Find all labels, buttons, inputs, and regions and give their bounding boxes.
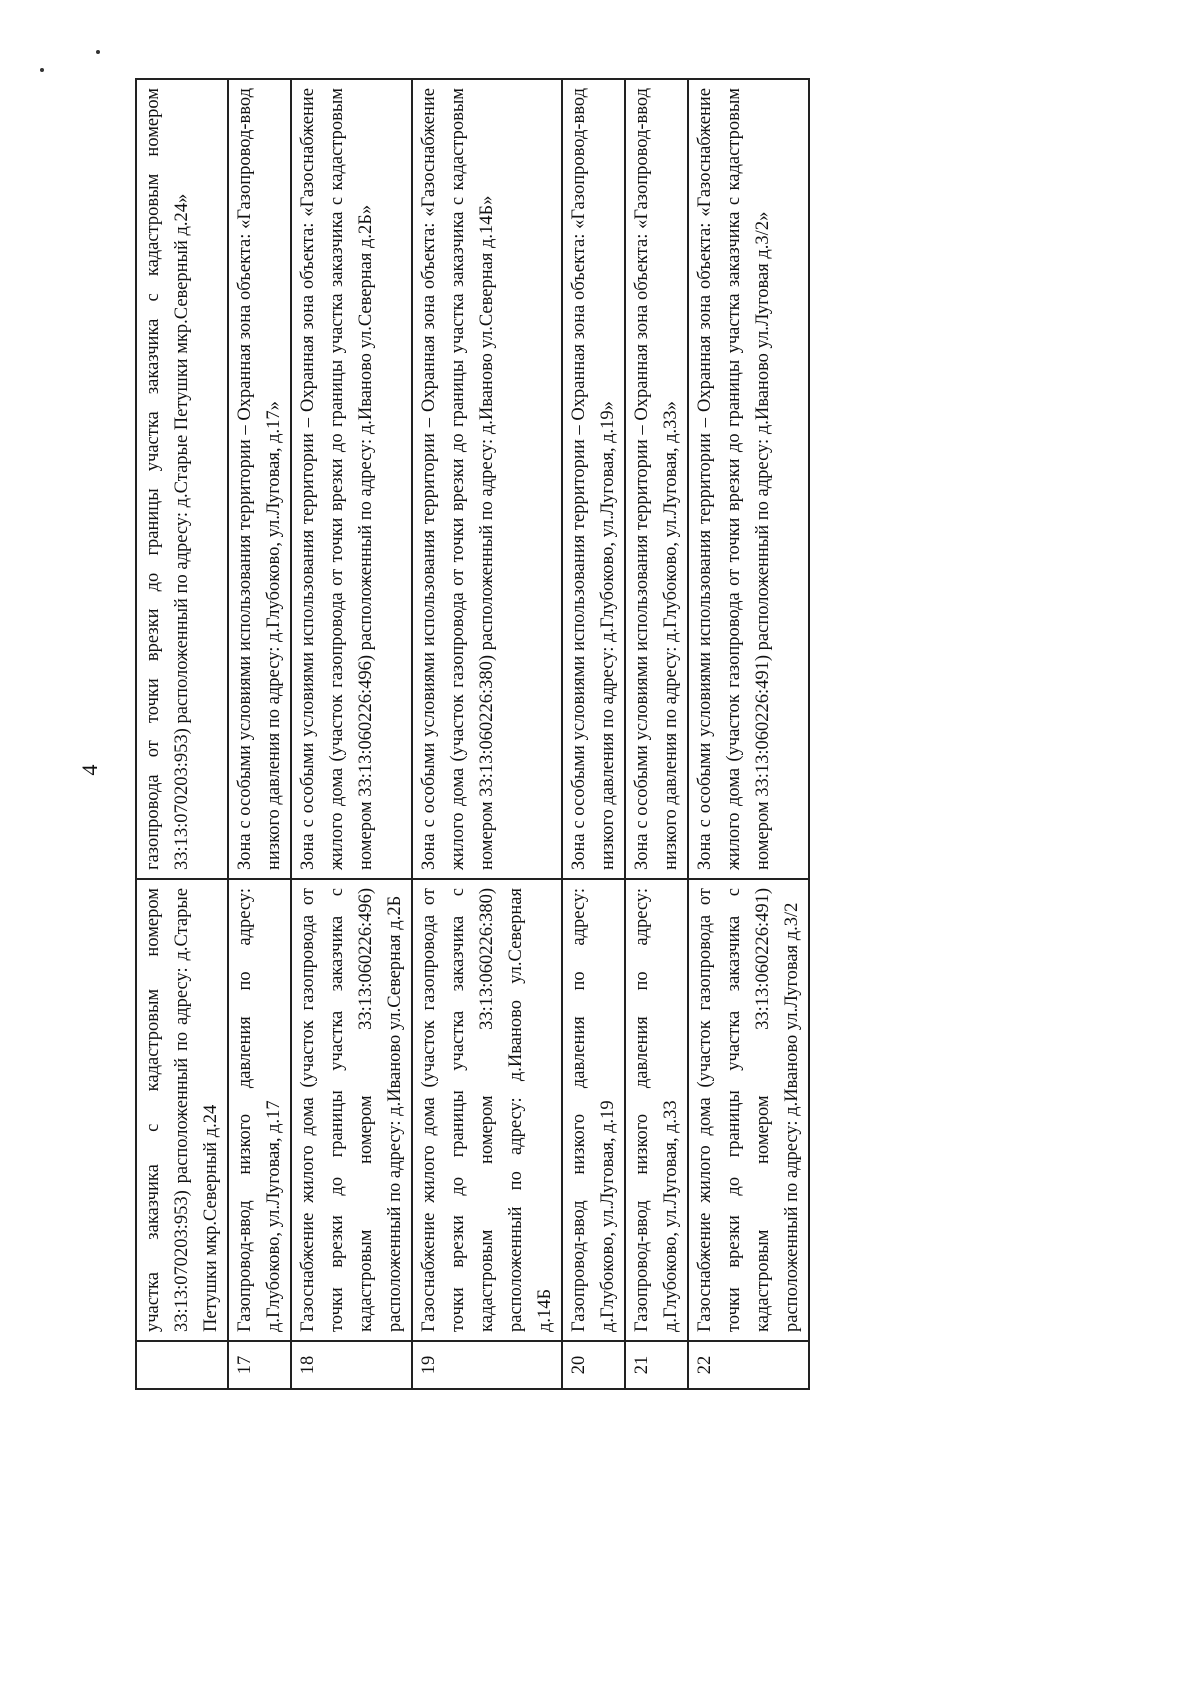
table-row: [228, 79, 291, 1389]
zone-description: Зона с особыми условиями использования территории – Охранная зона объекта: «Газопровод-ввод низкого давления по адресу: д.Глубоково, ул.Луговая, д.33»: [625, 79, 688, 879]
table-row: [562, 79, 625, 1389]
object-description: Газоснабжение жилого дома (участок газопровода от точки врезки до границы участка заказчика с кадастровым номером 33:13:060226:496) расположенный по адресу: д.Иваново ул.Северная д.2Б: [291, 879, 412, 1341]
object-description: Газопровод-ввод низкого давления по адресу: д.Глубоково, ул.Луговая, д.33: [625, 879, 688, 1341]
zones-table-body: [136, 79, 809, 1389]
table-row: [136, 79, 228, 1389]
object-description: Газоснабжение жилого дома (участок газопровода от точки врезки до границы участка заказчика с кадастровым номером 33:13:060226:380) расположенный по адресу: д.Иваново ул.Северная д.14Б: [412, 879, 562, 1341]
zone-description: Зона с особыми условиями использования территории – Охранная зона объекта: «Газопровод-ввод низкого давления по адресу: д.Глубоково, ул.Луговая, д.19»: [562, 79, 625, 879]
row-number: 20: [562, 1341, 625, 1389]
zones-table: [135, 78, 810, 1390]
row-number: 17: [228, 1341, 291, 1389]
object-description: участка заказчика с кадастровым номером 33:13:070203:953) расположенный по адресу: д.Старые Петушки мкр.Северный д.24: [136, 879, 228, 1341]
object-description: Газопровод-ввод низкого давления по адресу: д.Глубоково, ул.Луговая, д.19: [562, 879, 625, 1341]
zone-description: газопровода от точки врезки до границы участка заказчика с кадастровым номером 33:13:070203:953) расположенный по адресу: д.Старые Петушки мкр.Северный д.24»: [136, 79, 228, 879]
rotated-page: [77, 80, 1010, 1390]
table-row: [291, 79, 412, 1389]
table-row: [688, 79, 809, 1389]
scan-speck: [96, 50, 100, 54]
page-number: 4: [77, 764, 102, 776]
zone-description: Зона с особыми условиями использования территории – Охранная зона объекта: «Газоснабжение жилого дома (участок газопровода от точки врезки до границы участка заказчика с кадастровым номером 33:13:060226:491) расположенный по адресу: д.Иваново ул.Луговая д.3/2»: [688, 79, 809, 879]
row-number: 18: [291, 1341, 412, 1389]
table-row: [625, 79, 688, 1389]
zone-description: Зона с особыми условиями использования территории – Охранная зона объекта: «Газоснабжение жилого дома (участок газопровода от точки врезки до границы участка заказчика с кадастровым номером 33:13:060226:380) расположенный по адресу: д.Иваново ул.Северная д.14Б»: [412, 79, 562, 879]
row-number: [136, 1341, 228, 1389]
zone-description: Зона с особыми условиями использования территории – Охранная зона объекта: «Газоснабжение жилого дома (участок газопровода от точки врезки до границы участка заказчика с кадастровым номером 33:13:060226:496) расположенный по адресу: д.Иваново ул.Северная д.2Б»: [291, 79, 412, 879]
scan-speck: [40, 68, 44, 72]
row-number: 21: [625, 1341, 688, 1389]
zone-description: Зона с особыми условиями использования территории – Охранная зона объекта: «Газопровод-ввод низкого давления по адресу: д.Глубоково, ул.Луговая, д.17»: [228, 79, 291, 879]
table-row: [412, 79, 562, 1389]
object-description: Газопровод-ввод низкого давления по адресу: д.Глубоково, ул.Луговая, д.17: [228, 879, 291, 1341]
object-description: Газоснабжение жилого дома (участок газопровода от точки врезки до границы участка заказчика с кадастровым номером 33:13:060226:491) расположенный по адресу: д.Иваново ул.Луговая д.3/2: [688, 879, 809, 1341]
row-number: 19: [412, 1341, 562, 1389]
row-number: 22: [688, 1341, 809, 1389]
